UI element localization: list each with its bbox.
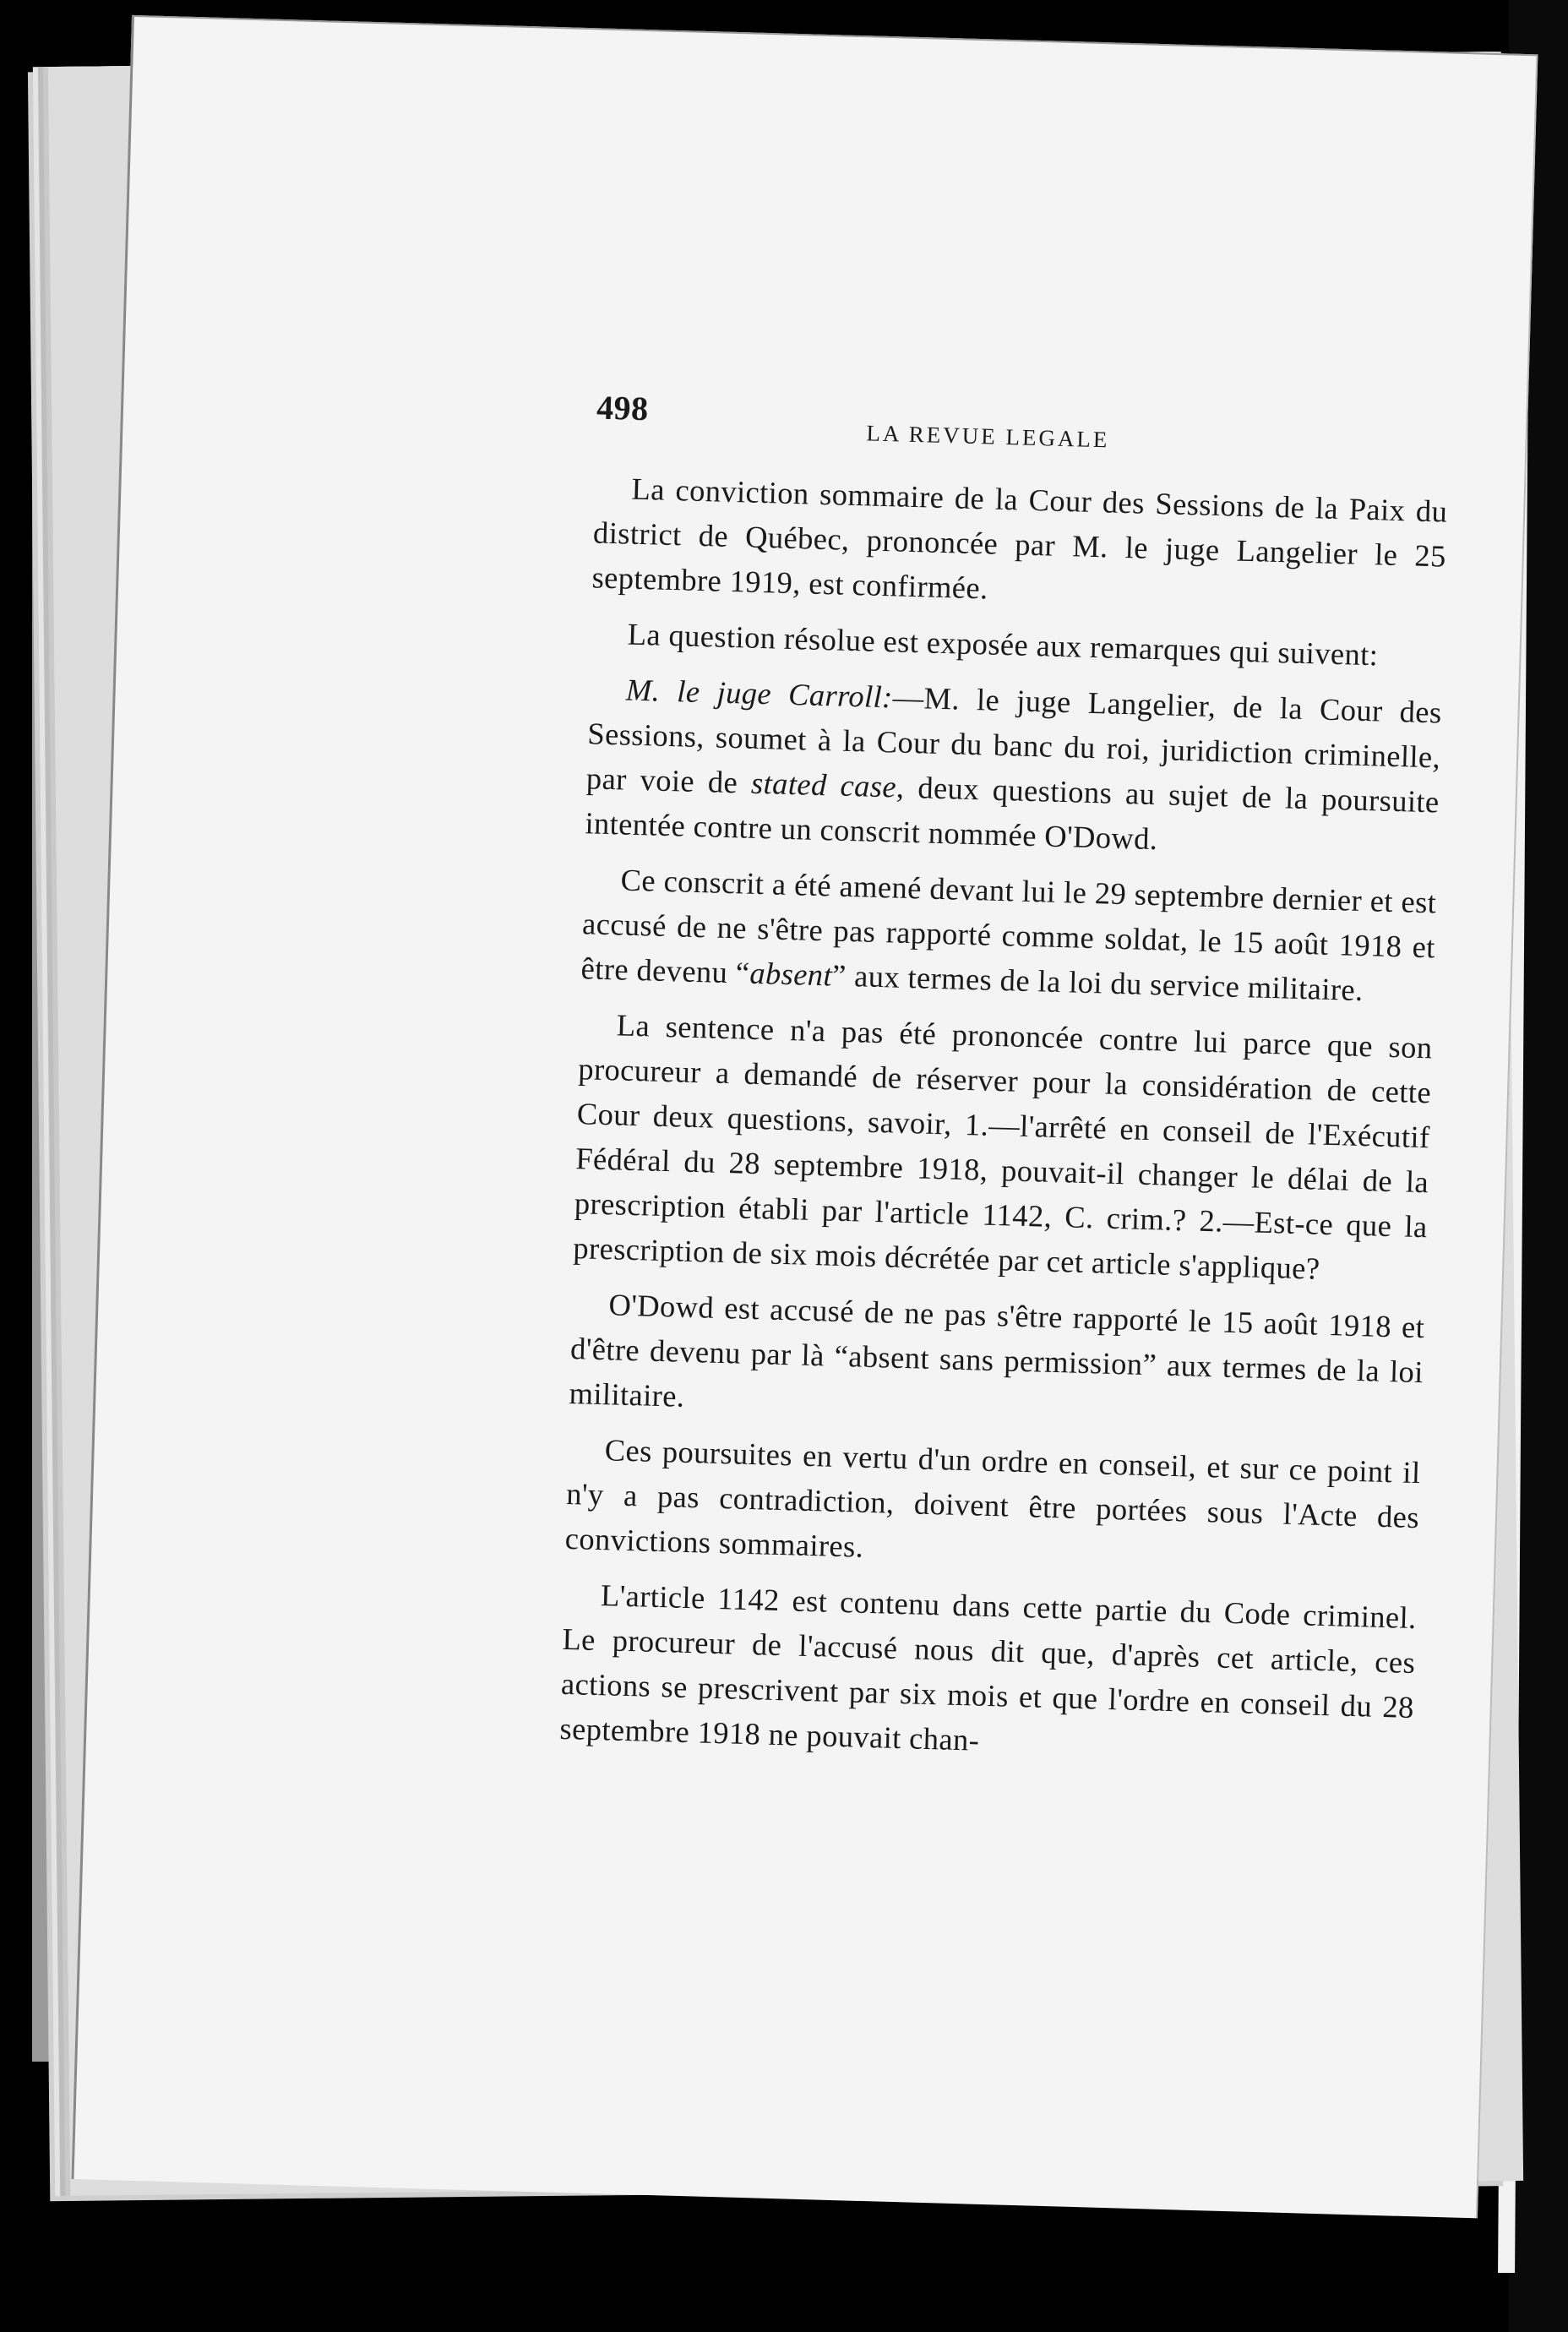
speaker-lead: M. le juge Carroll: <box>625 672 894 715</box>
paragraph-7: Ces poursuites en vertu d'un ordre en conseil, et sur ce point il n'y a pas contradiction, doivent être portées sous l'Acte des convictions sommaires. <box>564 1432 1422 1564</box>
running-head: LA REVUE LEGALE <box>866 420 1110 453</box>
book-page <box>71 15 1538 2218</box>
paragraph-5: La sentence n'a pas été prononcée contre lui parce que son procureur a demandé de réserver pour la considération de cette Cour deux questions, savoir, 1.—l'arrêté en conseil de l'Exécutif Fédéral du 28 septembre 1918, pouvait-il changer le délai de la prescription établi par l'article 1142, C. crim.? 2.—Est-ce que la prescription de six mois décrétée par cet article s'applique? <box>572 1007 1434 1286</box>
emphasis-term: absent <box>749 955 833 993</box>
paragraph-8: L'article 1142 est contenu dans cette partie du Code criminel. Le procureur de l'accusé nous dit que, d'après cet article, ces actions se prescrivent par six mois et que l'ordre en conseil du 28 septembre 1918 ne pouvait chan- <box>559 1577 1418 1757</box>
page-number: 498 <box>596 388 650 428</box>
paragraph-2: La question résolue est exposée aux remarques qui suivent: <box>627 616 1379 673</box>
paragraph-6: O'Dowd est accusé de ne pas s'être rapporté le 15 août 1918 et d'être devenu par là “absent sans permission” aux termes de la loi militaire. <box>569 1287 1425 1414</box>
paragraph-1: La conviction sommaire de la Cour des Sessions de la Paix du district de Québec, prononcée par M. le juge Langelier le 25 septembre 1919, est confirmée. <box>591 471 1448 606</box>
emphasis-term: stated case <box>750 765 897 804</box>
paragraph-3: M. le juge Carroll:—M. le juge Langelier, de la Cour des Sessions, soumet à la Cour du banc du roi, juridiction criminelle, par voie de stated case, deux questions au sujet de la poursuite intentée contre un conscrit nommée O'Dowd. <box>584 672 1443 857</box>
paragraph-4: Ce conscrit a été amené devant lui le 29 septembre dernier et est accusé de ne s'être pas rapporté comme soldat, le 15 août 1918 et être devenu “absent” aux termes de la loi du service militaire. <box>580 862 1437 1008</box>
body-text <box>559 465 1448 1785</box>
page-content <box>559 384 1451 1757</box>
